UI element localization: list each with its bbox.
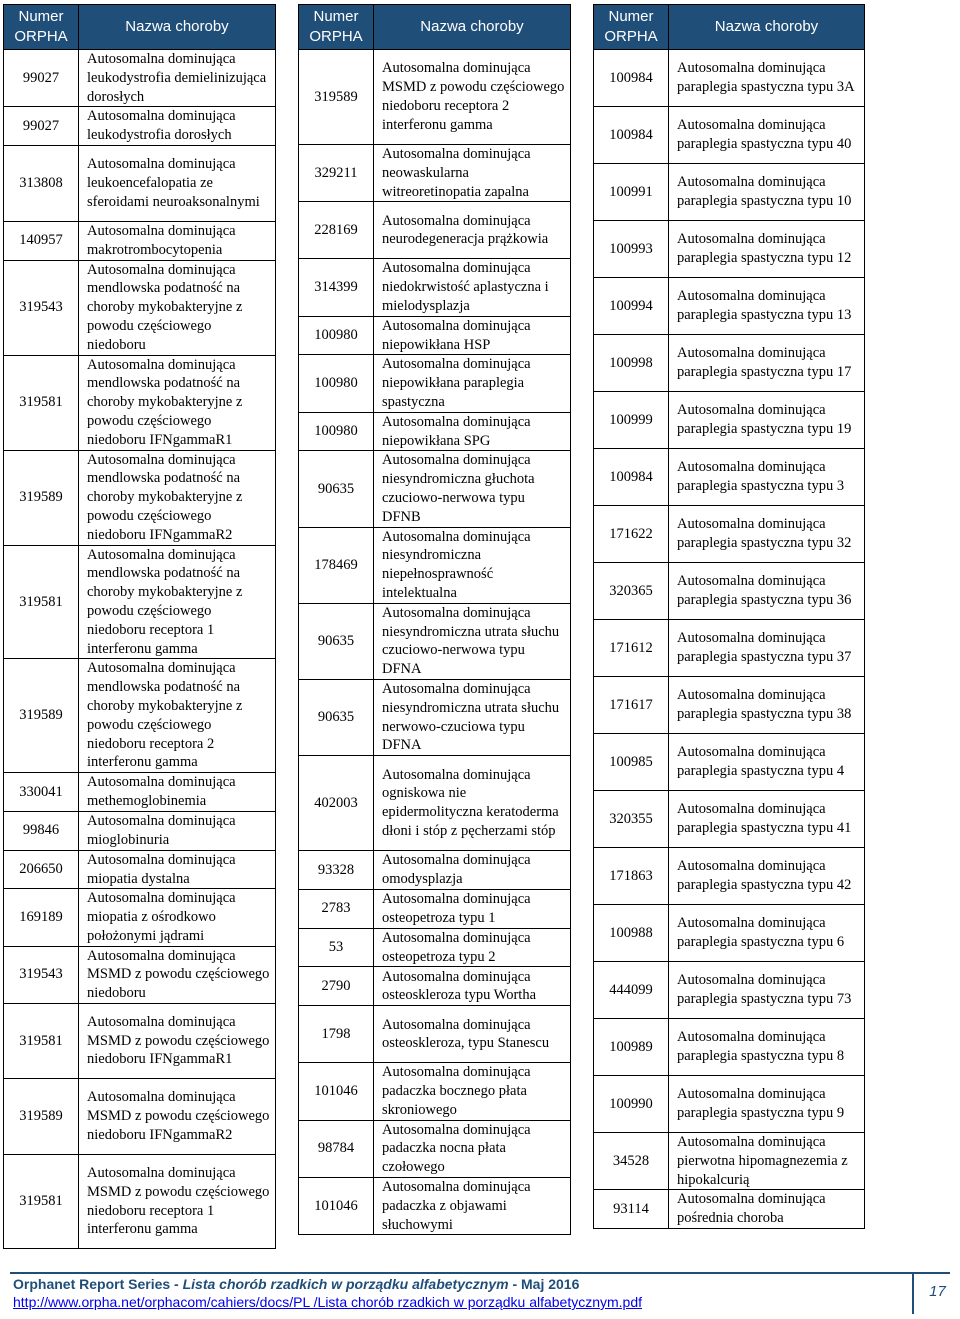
table-header-row [4,5,276,50]
orpha-number-cell: 319581 [4,1155,79,1249]
disease-table-column-2 [298,4,571,1235]
orpha-number-cell: 98784 [299,1120,374,1177]
disease-name-cell: Autosomalna dominująca mendlowska podatność na choroby mykobakteryjne z powodu częściowego niedoboru [79,260,276,355]
table-row [299,259,571,316]
orpha-number-cell: 100999 [594,392,669,449]
table-row [299,1178,571,1235]
table-row [299,889,571,928]
table-row [4,773,276,812]
disease-name-cell: Autosomalna dominująca osteoskleroza, typu Stanescu [374,1006,571,1063]
disease-name-cell: Autosomalna dominująca MSMD z powodu częściowego niedoboru [79,946,276,1003]
orpha-number-cell: 402003 [299,756,374,851]
disease-name-cell: Autosomalna dominująca neurodegeneracja prążkowia [374,202,571,259]
table-row [594,107,865,164]
table-body [299,50,571,1235]
orpha-number-cell: 319581 [4,545,79,659]
orpha-number-cell: 99027 [4,107,79,146]
table-row [594,905,865,962]
orpha-number-cell: 53 [299,928,374,967]
table-row [299,967,571,1006]
disease-name-cell: Autosomalna dominująca paraplegia spastyczna typu 40 [669,107,865,164]
orpha-number-cell: 93328 [299,851,374,890]
disease-name-cell: Autosomalna dominująca padaczka nocna płata czołowego [374,1120,571,1177]
disease-name-cell: Autosomalna dominująca niedokrwistość aplastyczna i mielodysplazja [374,259,571,316]
disease-name-cell: Autosomalna dominująca miopatia z ośrodkowo położonymi jądrami [79,889,276,946]
table-row [4,1079,276,1155]
table-row [299,679,571,755]
disease-name-cell: Autosomalna dominująca paraplegia spastyczna typu 4 [669,734,865,791]
table-row [594,620,865,677]
table-body [4,50,276,1249]
table-row [594,335,865,392]
disease-name-cell: Autosomalna dominująca leukodystrofia demielinizująca dorosłych [79,50,276,107]
table-row [4,50,276,107]
disease-name-cell: Autosomalna dominująca paraplegia spastyczna typu 13 [669,278,865,335]
table-row [594,278,865,335]
orpha-number-cell: 171863 [594,848,669,905]
orpha-number-cell: 1798 [299,1006,374,1063]
orpha-number-cell: 329211 [299,145,374,202]
footer-divider [10,1272,950,1274]
disease-name-cell: Autosomalna dominująca paraplegia spastyczna typu 6 [669,905,865,962]
footer-series: Orphanet Report Series - [13,1276,183,1292]
orpha-number-cell: 100984 [594,449,669,506]
disease-name-cell: Autosomalna dominująca niesyndromiczna niepełnosprawność intelektualna [374,527,571,603]
disease-name-cell: Autosomalna dominująca MSMD z powodu częściowego niedoboru receptora 2 interferonu gamma [374,50,571,145]
disease-name-cell: Autosomalna dominująca leukodystrofia dorosłych [79,107,276,146]
table-header-row [594,5,865,50]
table-row [4,260,276,355]
orpha-number-cell: 90635 [299,451,374,527]
table-row [594,221,865,278]
disease-table-column-3 [593,4,865,1229]
table-row [4,107,276,146]
disease-name-cell: Autosomalna dominująca mioglobinuria [79,811,276,850]
disease-name-cell: Autosomalna dominująca paraplegia spastyczna typu 41 [669,791,865,848]
table-row [594,848,865,905]
disease-name-cell: Autosomalna dominująca mendlowska podatność na choroby mykobakteryjne z powodu częściowego niedoboru IFNgammaR1 [79,355,276,450]
table-row [4,450,276,545]
orpha-number-cell: 444099 [594,962,669,1019]
disease-name-cell: Autosomalna dominująca paraplegia spastyczna typu 8 [669,1019,865,1076]
disease-name-cell: Autosomalna dominująca paraplegia spastyczna typu 3 [669,449,865,506]
orpha-number-cell: 319543 [4,946,79,1003]
orpha-number-cell: 100990 [594,1076,669,1133]
disease-name-cell: Autosomalna dominująca mendlowska podatność na choroby mykobakteryjne z powodu częściowego niedoboru IFNgammaR2 [79,450,276,545]
disease-name-cell: Autosomalna dominująca leukoencefalopatia ze sferoidami neuroaksonalnymi [79,145,276,221]
table-row [4,355,276,450]
header-disease-name: Nazwa choroby [79,5,276,50]
orpha-number-cell: 100980 [299,316,374,355]
table-row [4,946,276,1003]
disease-name-cell: Autosomalna dominująca niepowikłana paraplegia spastyczna [374,355,571,412]
disease-name-cell: Autosomalna dominująca paraplegia spastyczna typu 3A [669,50,865,107]
orpha-number-cell: 178469 [299,527,374,603]
disease-name-cell: Autosomalna dominująca paraplegia spastyczna typu 36 [669,563,865,620]
footer-page-divider [912,1274,914,1314]
disease-name-cell: Autosomalna dominująca pośrednia choroba [669,1190,865,1229]
orpha-number-cell: 313808 [4,145,79,221]
header-disease-name: Nazwa choroby [669,5,865,50]
table-row [299,145,571,202]
table-body [594,50,865,1229]
disease-name-cell: Autosomalna dominująca padaczka z objawami słuchowymi [374,1178,571,1235]
table-row [594,1190,865,1229]
footer-document-title: Lista chorób rzadkich w porządku alfabetycznym [182,1276,509,1292]
table-row [299,451,571,527]
table-row [594,392,865,449]
disease-name-cell: Autosomalna dominująca niepowikłana SPG [374,412,571,451]
table-row [4,850,276,889]
table-row [594,563,865,620]
table-row [594,164,865,221]
disease-name-cell: Autosomalna dominująca paraplegia spastyczna typu 19 [669,392,865,449]
table-row [299,928,571,967]
disease-name-cell: Autosomalna dominująca methemoglobinemia [79,773,276,812]
orpha-number-cell: 319589 [299,50,374,145]
table-row [299,355,571,412]
disease-name-cell: Autosomalna dominująca paraplegia spastyczna typu 32 [669,506,865,563]
disease-name-cell: Autosomalna dominująca niepowikłana HSP [374,316,571,355]
disease-name-cell: Autosomalna dominująca osteoskleroza typu Wortha [374,967,571,1006]
page-number: 17 [929,1283,946,1300]
orpha-number-cell: 101046 [299,1178,374,1235]
orpha-number-cell: 206650 [4,850,79,889]
table-row [299,603,571,679]
disease-name-cell: Autosomalna dominująca mendlowska podatność na choroby mykobakteryjne z powodu częściowego niedoboru receptora 2 interferonu gamma [79,659,276,773]
table-row [4,1155,276,1249]
table-header-row [299,5,571,50]
orpha-number-cell: 319589 [4,1079,79,1155]
disease-name-cell: Autosomalna dominująca omodysplazja [374,851,571,890]
table-row [299,1120,571,1177]
disease-name-cell: Autosomalna dominująca MSMD z powodu częściowego niedoboru IFNgammaR2 [79,1079,276,1155]
disease-name-cell: Autosomalna dominująca neowaskularna witreoretinopatia zapalna [374,145,571,202]
disease-name-cell: Autosomalna dominująca paraplegia spastyczna typu 9 [669,1076,865,1133]
orpha-number-cell: 100993 [594,221,669,278]
header-orpha-number: Numer ORPHA [594,5,669,50]
header-orpha-number: Numer ORPHA [299,5,374,50]
orpha-number-cell: 100989 [594,1019,669,1076]
orpha-number-cell: 319581 [4,1004,79,1079]
table-row [299,202,571,259]
table-row [299,527,571,603]
disease-name-cell: Autosomalna dominująca paraplegia spastyczna typu 42 [669,848,865,905]
table-row [594,506,865,563]
orpha-number-cell: 34528 [594,1133,669,1190]
orpha-number-cell: 228169 [299,202,374,259]
orpha-number-cell: 330041 [4,773,79,812]
disease-name-cell: Autosomalna dominująca paraplegia spastyczna typu 10 [669,164,865,221]
disease-name-cell: Autosomalna dominująca paraplegia spastyczna typu 38 [669,677,865,734]
header-disease-name: Nazwa choroby [374,5,571,50]
orpha-number-cell: 90635 [299,679,374,755]
disease-name-cell: Autosomalna dominująca niesyndromiczna utrata słuchu czuciowo-nerwowa typu DFNA [374,603,571,679]
orpha-number-cell: 100991 [594,164,669,221]
orpha-number-cell: 319589 [4,659,79,773]
table-row [594,962,865,1019]
table-row [4,1004,276,1079]
disease-name-cell: Autosomalna dominująca paraplegia spastyczna typu 12 [669,221,865,278]
table-row [594,1019,865,1076]
orpha-number-cell: 171617 [594,677,669,734]
orpha-number-cell: 101046 [299,1063,374,1120]
disease-name-cell: Autosomalna dominująca mendlowska podatność na choroby mykobakteryjne z powodu częściowego niedoboru receptora 1 interferonu gamma [79,545,276,659]
table-row [299,1006,571,1063]
orpha-number-cell: 100998 [594,335,669,392]
table-row [4,545,276,659]
table-row [4,145,276,221]
footer-title [13,1276,579,1292]
orpha-number-cell: 100980 [299,412,374,451]
orpha-number-cell: 100984 [594,50,669,107]
disease-name-cell: Autosomalna dominująca makrotrombocytopenia [79,221,276,260]
orpha-number-cell: 99846 [4,811,79,850]
disease-name-cell: Autosomalna dominująca niesyndromiczna głuchota czuciowo-nerwowa typu DFNB [374,451,571,527]
table-row [299,412,571,451]
orpha-number-cell: 2783 [299,889,374,928]
disease-name-cell: Autosomalna dominująca pierwotna hipomagnezemia z hipokalcurią [669,1133,865,1190]
orpha-number-cell: 100994 [594,278,669,335]
orpha-number-cell: 320355 [594,791,669,848]
disease-name-cell: Autosomalna dominująca miopatia dystalna [79,850,276,889]
disease-name-cell: Autosomalna dominująca osteopetroza typu 2 [374,928,571,967]
orpha-number-cell: 314399 [299,259,374,316]
orpha-number-cell: 100985 [594,734,669,791]
orpha-number-cell: 319581 [4,355,79,450]
orpha-number-cell: 320365 [594,563,669,620]
disease-name-cell: Autosomalna dominująca paraplegia spastyczna typu 37 [669,620,865,677]
orpha-number-cell: 100984 [594,107,669,164]
orpha-number-cell: 100988 [594,905,669,962]
table-row [594,449,865,506]
page-footer [0,1272,960,1319]
disease-name-cell: Autosomalna dominująca paraplegia spastyczna typu 17 [669,335,865,392]
table-row [299,851,571,890]
table-row [594,1133,865,1190]
footer-date: - Maj 2016 [508,1276,580,1292]
disease-name-cell: Autosomalna dominująca padaczka bocznego płata skroniowego [374,1063,571,1120]
table-row [4,811,276,850]
disease-name-cell: Autosomalna dominująca osteopetroza typu 1 [374,889,571,928]
table-row [299,1063,571,1120]
orpha-number-cell: 319543 [4,260,79,355]
table-row [594,1076,865,1133]
orpha-number-cell: 99027 [4,50,79,107]
orpha-number-cell: 93114 [594,1190,669,1229]
orpha-number-cell: 90635 [299,603,374,679]
table-row [594,50,865,107]
disease-name-cell: Autosomalna dominująca ogniskowa nie epidermolityczna keratoderma dłoni i stóp z pęcherzami stóp [374,756,571,851]
orpha-number-cell: 319589 [4,450,79,545]
disease-name-cell: Autosomalna dominująca MSMD z powodu częściowego niedoboru IFNgammaR1 [79,1004,276,1079]
table-row [4,889,276,946]
orpha-number-cell: 169189 [4,889,79,946]
table-row [594,677,865,734]
orpha-number-cell: 140957 [4,221,79,260]
orpha-number-cell: 2790 [299,967,374,1006]
table-row [4,659,276,773]
disease-table-column-1 [3,4,276,1249]
footer-url-link[interactable]: http://www.orpha.net/orphacom/cahiers/docs/PL /Lista chorób rzadkich w porządku alfabetycznym.pdf [13,1294,643,1310]
orpha-number-cell: 171612 [594,620,669,677]
table-row [299,756,571,851]
table-row [299,50,571,145]
header-orpha-number: Numer ORPHA [4,5,79,50]
table-row [594,734,865,791]
table-row [299,316,571,355]
orpha-number-cell: 100980 [299,355,374,412]
table-row [4,221,276,260]
disease-name-cell: Autosomalna dominująca MSMD z powodu częściowego niedoboru receptora 1 interferonu gamma [79,1155,276,1249]
table-row [594,791,865,848]
orpha-number-cell: 171622 [594,506,669,563]
disease-name-cell: Autosomalna dominująca niesyndromiczna utrata słuchu nerwowo-czuciowa typu DFNA [374,679,571,755]
disease-name-cell: Autosomalna dominująca paraplegia spastyczna typu 73 [669,962,865,1019]
